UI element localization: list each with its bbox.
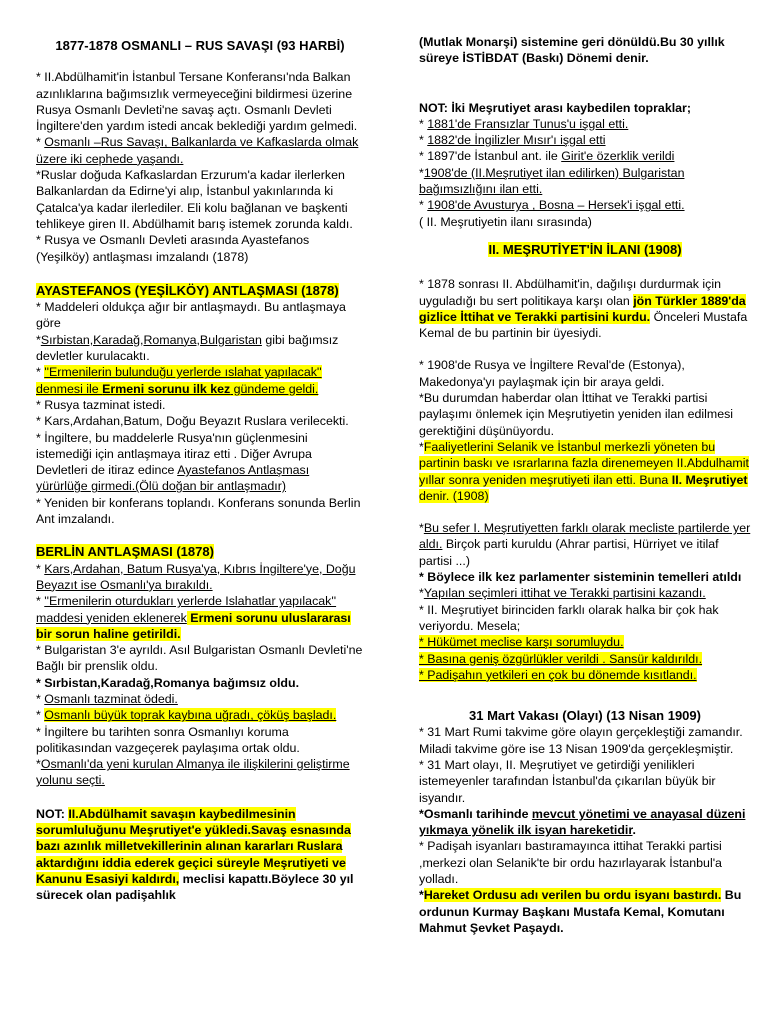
ayastefanos-heading-text: AYASTEFANOS (YEŞİLKÖY) ANTLAŞMASI (1878)	[36, 282, 339, 298]
intro-paragraph-1: * II.Abdülhamit'in İstanbul Tersane Konferansı'nda Balkan azınlıklarına bağımsızlık vermeyeceğini bildirmesi üzerine Rusya Osmanlı Devleti'ne savaş açtı. Osmanlı Devleti İngiltere'den yardım istedi ancak beklediği yardım gelmedi.	[36, 70, 358, 134]
ayastefanos-p7: * Yeniden bir konferans toplandı. Konferans sonunda Berlin Ant imzalandı.	[36, 495, 361, 527]
berlin-p2	[36, 593, 364, 642]
right-column	[419, 34, 751, 936]
left-column	[36, 38, 364, 904]
lost-item-1	[419, 116, 751, 132]
parties-text: Bu sefer I. Meşrutiyetten farklı olarak mecliste partilerde yer aldı.	[419, 521, 751, 552]
berlin-p6	[36, 707, 364, 723]
ayastefanos-p1: * Maddeleri oldukça ağır bir antlaşmaydı. Bu antlaşmaya göre	[36, 300, 346, 331]
berlin-p5	[36, 691, 364, 707]
mart-p3	[419, 806, 751, 839]
bullet: *	[419, 165, 424, 180]
berlin-p4: * Sırbistan,Karadağ,Romanya bağımsız oldu.	[36, 675, 300, 690]
mesrutiyet-p2: * 1908'de Rusya ve İngiltere Reval'de (Estonya), Makedonya'yı paylaşmak için bir araya geldi.	[419, 358, 685, 389]
note-highlight: II.Abdülhamit savaşın kaybedilmesinin sorumluluğunu Meşrutiyet'e yükledi.Savaş esnasında bazı azınlık milletvekillerinin alınan kararları Ruslara aktardığını iddia ederek geçici süreyle Meşrutiyeti ve Kanunu Esasiyi kaldırdı,	[36, 806, 351, 886]
note-rest: meclisi kapattı.Böylece 30 yıl sürecek olan padişahlık	[36, 871, 354, 903]
bullet: *	[36, 708, 45, 723]
mart-heading: 31 Mart Vakası (Olayı) (13 Nisan 1909)	[469, 708, 701, 724]
lost-lands-heading: NOT: İki Meşrutiyet arası kaybedilen topraklar;	[419, 100, 692, 115]
mesrutiyet-p1-text: * 1878 sonrası II. Abdülhamit'in, dağılışı durdurmak için uyguladığı bu sert politikaya karşı olan	[419, 277, 721, 308]
ayastefanos-heading	[36, 283, 364, 299]
mesrutiyet-p1-tail: Önceleri Mustafa Kemal de bu partinin bir üyesiydi.	[419, 309, 748, 341]
berlin-p3: * Bulgaristan 3'e ayrıldı. Asıl Bulgaristan Osmanlı Devleti'ne Bağlı bir prenslik oldu.	[36, 643, 363, 674]
mesrutiyet-p7	[419, 585, 751, 601]
ayastefanos-p2	[36, 332, 364, 365]
young-turks-text: jön Türkler 1889'da gizlice İttihat ve Terakki partisini kurdu.	[419, 293, 746, 324]
parties-rest: Birçok parti kuruldu (Ahrar partisi, Hürriyet ve itilaf partisi ...)	[419, 537, 719, 568]
bullet: *	[419, 586, 424, 601]
bullet: *	[419, 888, 424, 903]
action-army-rest: Bu ordunun Kurmay Başkanı Mustafa Kemal, Komutanı Mahmut Şevket Paşaydı.	[419, 888, 742, 935]
bullet: *	[36, 757, 41, 772]
bullet: *	[36, 691, 45, 706]
intro-paragraph-4: * Rusya ve Osmanlı Devleti arasında Ayastefanos (Yeşilköy) antlaşması imzalandı (1878)	[36, 233, 310, 264]
lost-item-5	[419, 197, 751, 213]
ayastefanos-p5: * Kars,Ardahan,Batum, Doğu Beyazıt Ruslara verilecekti.	[36, 414, 349, 429]
berlin-heading-text: BERLİN ANTLAŞMASI (1878)	[36, 544, 214, 560]
germany-relations-text: Osmanlı'da yeni kurulan Almanya ile ilişkilerini geliştirme yolunu seçti.	[36, 757, 350, 788]
ayastefanos-p6-text: * İngiltere, bu maddelerle Rusya'nın güçlenmesini istemediği için antlaşmaya itiraz etti . Diğer Avrupa Devletleri de itiraz edince	[36, 430, 312, 478]
mesrutiyet-p5	[419, 520, 751, 569]
ayastefanos-p3	[36, 364, 364, 397]
mesrutiyet-p3: *Bu durumdan haberdar olan İttihat ve Terakki partisi paylaşımı önlemek için Meşrutiyetin yeniden ilan edilmesi gerektiğini düşünüyordu.	[419, 391, 734, 438]
independent-states: Sırbistan,Karadağ,Romanya,Bulgaristan	[40, 332, 262, 347]
berlin-p1	[36, 561, 364, 594]
mart-p3-tail: .	[632, 823, 636, 838]
bullet: *	[36, 365, 45, 380]
intro-paragraph-2	[36, 134, 364, 167]
ayastefanos-p4: * Rusya tazminat istedi.	[36, 397, 166, 412]
mart-p1: * 31 Mart Rumi takvime göre olayın gerçekleştiği zamandır. Miladi takvime göre ise 13 Nisan 1909'da gerçekleşmiştir.	[419, 725, 743, 756]
rights-item-3	[419, 667, 751, 683]
lost-item-2-text: 1882'de İngilizler Mısır'ı işgal etti	[427, 133, 606, 148]
bullet: *	[36, 561, 45, 576]
rights-item-2-text: * Basına geniş özgürlükler verildi . Sansür kaldırıldı.	[419, 651, 703, 666]
second-constitutional-text: II. Meşrutiyet	[671, 472, 748, 487]
ayastefanos-p6	[36, 430, 364, 495]
bullet: *	[36, 332, 41, 347]
bullet: *	[36, 135, 45, 150]
continuation-text: (Mutlak Monarşi) sistemine geri dönüldü.Bu 30 yıllık süreye İSTİBDAT (Baskı) Dönemi denir.	[419, 35, 725, 66]
mesrutiyet-p4	[419, 439, 751, 504]
mesrutiyet-heading-text: II. MEŞRUTİYET'İN İLANI (1908)	[488, 241, 682, 257]
mart-p2: * 31 Mart olayı, II. Meşrutiyet ve getirdiği yenilikleri istemeyenler tarafından İstanbul'da çıkarılan büyük bir isyandır.	[419, 757, 716, 805]
elections-text: Yapılan seçimleri ittihat ve Terakki partisini kazandı.	[423, 586, 706, 601]
bullet: *	[419, 133, 428, 148]
armenian-issue-tail: gündeme geldi.	[230, 381, 319, 396]
bullet: *	[36, 594, 45, 609]
intro-paragraph-3: *Ruslar doğuda Kafkaslardan Erzurum'a kadar ilerlerken Balkanlardan da Edirne'yi alıp, İstanbul yakınlarında ki Çatalca'ya kadar ilerlediler. Eli kolu bağlanan ve başkenti tehlikeye giren II. Abdülhamit barış istemek zorunda kaldı.	[36, 168, 353, 231]
mesrutiyet-heading	[419, 242, 751, 258]
berlin-p7: * İngiltere bu tarihten sonra Osmanlıyı koruma politikasından vazgeçerek paylaşıma ortak oldu.	[36, 724, 300, 755]
lost-item-2	[419, 132, 751, 148]
rights-item-1	[419, 634, 751, 650]
armenian-issue-text: Ermeni sorunu ilk kez	[102, 381, 231, 396]
note-label: NOT:	[36, 806, 69, 821]
page-title: 1877-1878 OSMANLI – RUS SAVAŞI (93 HARBİ)	[55, 38, 345, 53]
bullet: *	[419, 198, 428, 213]
lost-item-4-text: 1908'de (II.Meşrutiyet ilan edilirken) Bulgaristan bağımsızlığını ilan etti.	[419, 165, 685, 197]
action-army-text: Hareket Ordusu adı verilen bu ordu isyanı bastırdı.	[423, 888, 722, 903]
crete-autonomy-text: Girit'e özerklik verildi	[561, 149, 675, 164]
bullet: *	[419, 116, 428, 131]
ayastefanos-p2-rest: gibi bağımsız devletler kurulacaktı.	[36, 332, 339, 364]
mesrutiyet-p1	[419, 276, 751, 341]
declaration-tail: denir. (1908)	[419, 488, 489, 503]
berlin-reform-text: ''Ermenilerin oturdukları yerlerde Islahatlar yapılacak'' maddesi yeniden eklenerek	[36, 594, 337, 625]
left-note	[36, 806, 364, 904]
berlin-heading	[36, 544, 364, 560]
indemnity-text: Osmanlı tazminat ödedi.	[44, 691, 178, 706]
bullet: *	[419, 521, 424, 536]
bullet: *	[419, 439, 424, 454]
lost-item-5-tail: ( II. Meşrutiyetin ilanı sırasında)	[419, 214, 592, 229]
mart-p3-text: *Osmanlı tarihinde	[419, 806, 532, 821]
rights-item-2	[419, 651, 751, 667]
mart-p4: * Padişah isyanları bastıramayınca ittihat Terakki partisi ,merkezi olan Selanik'te bir ordu hazırlayarak İstanbul'a yolladı.	[419, 839, 722, 887]
stillborn-treaty-text: Ayastefanos Antlaşması yürürlüğe girmedi.(Ölü doğan bir antlaşmadır)	[36, 463, 310, 494]
berlin-p8	[36, 756, 364, 789]
lost-item-5-text: 1908'de Avusturya , Bosna – Hersek'i işgal etti.	[427, 198, 685, 213]
rights-item-1-text: * Hükümet meclise karşı sorumluydu.	[419, 635, 624, 650]
lost-item-3-text: * 1897'de İstanbul ant. ile	[419, 149, 562, 164]
fronts-text: Osmanlı –Rus Savaşı, Balkanlarda ve Kafkaslarda olmak üzere iki cephede yaşandı.	[36, 135, 359, 166]
armenian-reform-text: ''Ermenilerin bulunduğu yerlerde ıslahat yapılacak'' denmesi ile	[36, 365, 322, 396]
lost-item-1-text: 1881'de Fransızlar Tunus'u işgal etti.	[427, 116, 629, 131]
lost-item-3	[419, 148, 751, 164]
first-rebellion-text: mevcut yönetimi ve anayasal düzeni yıkmaya yönelik ilk isyan hareketidir	[419, 806, 746, 838]
mesrutiyet-p6: * Böylece ilk kez parlamenter sisteminin temelleri atıldı	[419, 570, 742, 585]
declaration-text: Faaliyetlerini Selanik ve İstanbul merkezli yöneten bu partinin baskı ve ısrarlarına fazla direnemeyen II.Abdulhamit yıllar sonra yeniden meşrutiyeti ilan etti. Buna	[419, 439, 749, 487]
mesrutiyet-p8: * II. Meşrutiyet birinciden farklı olarak halka bir çok hak veriyordu. Mesela;	[419, 602, 719, 633]
berlin-territory-text: Kars,Ardahan, Batum Rusya'ya, Kıbrıs İngiltere'ye, Doğu Beyazıt ise Osmanlı'ya bırakıldı.	[36, 561, 356, 592]
mart-p5	[419, 887, 751, 936]
lost-item-4	[419, 165, 751, 198]
territory-loss-text: Osmanlı büyük toprak kaybına uğradı, çöküş başladı.	[44, 708, 337, 723]
international-issue-text: Ermeni sorunu uluslararası bir sorun haline getirildi.	[36, 610, 351, 641]
rights-item-3-text: * Padişahın yetkileri en çok bu dönemde kısıtlandı.	[419, 667, 697, 682]
